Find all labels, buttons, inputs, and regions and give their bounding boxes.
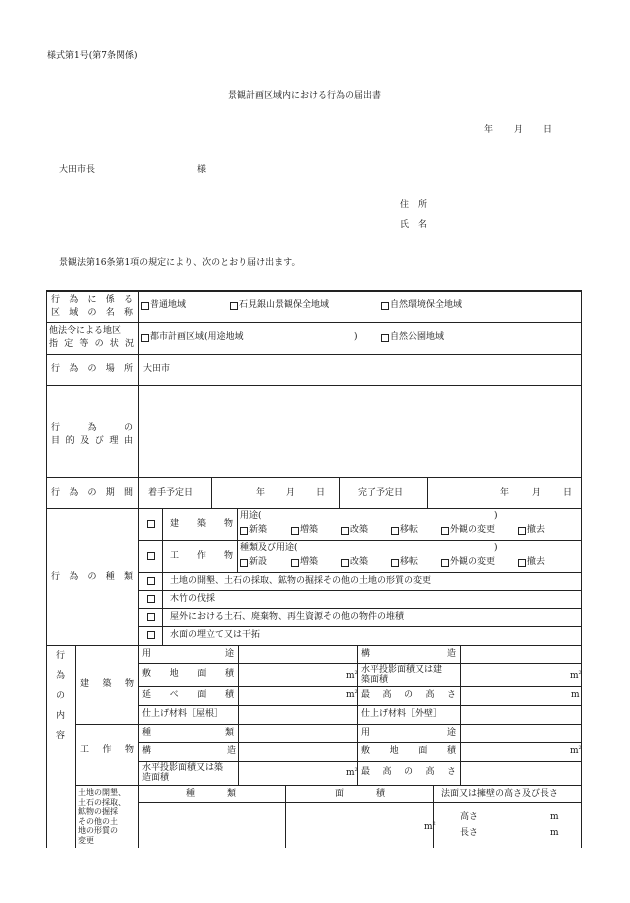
designation-option-2-label: 自然公園地域 bbox=[390, 332, 445, 342]
kind-building-label: 建 築 物 bbox=[170, 519, 233, 529]
structure-opt-5-checkbox[interactable] bbox=[441, 559, 449, 567]
land-height-unit: m bbox=[550, 812, 559, 822]
b-site-area-unit: $m^2$ bbox=[346, 670, 358, 681]
structure-opt-6-label: 撤去 bbox=[527, 557, 546, 567]
period-label: 行 為 の 期 間 bbox=[51, 488, 133, 498]
kind-piling-label: 屋外における土石、廃棄物、再生資源その他の物件の堆積 bbox=[170, 612, 405, 622]
area-name-label-1: 行 為 に 係 る bbox=[51, 295, 133, 305]
kind-reclaim-checkbox[interactable] bbox=[147, 631, 155, 639]
structure-opt-2-label: 増築 bbox=[300, 557, 319, 567]
content-land-label: 土地の開墾、 土石の採取、 鉱物の掘採 その他の土 地の形質の 変更 bbox=[78, 788, 126, 845]
content-label-4: 内 bbox=[56, 711, 66, 721]
b-roof-label: 仕上げ材料［屋根］ bbox=[142, 709, 224, 719]
structure-opt-4-label: 移転 bbox=[400, 557, 419, 567]
kind-label: 行 為 の 種 類 bbox=[51, 572, 133, 582]
structure-usage-close: ) bbox=[494, 543, 498, 553]
end-day: 日 bbox=[563, 488, 573, 498]
area-option-2-label: 石見銀山景観保全地域 bbox=[239, 300, 330, 310]
s-site-area-label: 敷 地 面 積 bbox=[361, 746, 456, 756]
building-usage-close: ) bbox=[494, 511, 498, 521]
b-structure-label: 構 造 bbox=[361, 649, 456, 659]
kind-bamboo-label: 木竹の伐採 bbox=[170, 594, 216, 604]
area-option-3-checkbox[interactable] bbox=[381, 302, 389, 310]
building-opt-1-checkbox[interactable] bbox=[240, 527, 248, 535]
structure-opt-1-label: 新設 bbox=[249, 557, 268, 567]
land-area-unit: $m^2$ bbox=[424, 821, 436, 832]
kind-land-label: 土地の開墾、土石の採取、鉱物の掘採その他の土地の形質の変更 bbox=[170, 576, 432, 586]
content-label-5: 容 bbox=[56, 731, 66, 741]
land-length-label: 長さ bbox=[460, 828, 479, 838]
date-day: 日 bbox=[543, 125, 553, 135]
b-projected-area-label: 水平投影面積又は建 築面積 bbox=[361, 665, 443, 686]
building-opt-3-checkbox[interactable] bbox=[341, 527, 349, 535]
land-height-header: 法面又は擁壁の高さ及び長さ bbox=[441, 789, 559, 799]
designation-option-1-checkbox[interactable] bbox=[141, 334, 149, 342]
purpose-field[interactable] bbox=[139, 386, 581, 476]
place-value[interactable]: 大田市 bbox=[143, 364, 171, 374]
structure-opt-3-label: 改築 bbox=[350, 557, 369, 567]
date-year: 年 bbox=[484, 125, 494, 135]
b-height-unit: m bbox=[571, 690, 580, 700]
statement: 景観法第16条第1項の規定により、次のとおり届け出ます。 bbox=[59, 258, 301, 268]
building-usage-open: 用途( bbox=[240, 511, 262, 521]
s-kind-label: 種 類 bbox=[142, 728, 234, 738]
s-height-label: 最 高 の 高 さ bbox=[361, 767, 456, 777]
end-month: 月 bbox=[532, 488, 542, 498]
b-wall-label: 仕上げ材料［外壁］ bbox=[361, 709, 443, 719]
area-name-label-2: 区 域 の 名 称 bbox=[51, 308, 133, 318]
b-projected-area-unit: $m^2$ bbox=[570, 670, 582, 681]
structure-opt-6-checkbox[interactable] bbox=[518, 559, 526, 567]
s-projected-area-unit: $m^2$ bbox=[346, 767, 358, 778]
kind-piling-checkbox[interactable] bbox=[147, 613, 155, 621]
area-option-2-checkbox[interactable] bbox=[230, 302, 238, 310]
land-height-label: 高さ bbox=[460, 812, 479, 822]
kind-reclaim-label: 水面の埋立て又は干拓 bbox=[170, 630, 261, 640]
building-opt-6-label: 撤去 bbox=[527, 525, 546, 535]
land-length-unit: m bbox=[550, 828, 559, 838]
content-label-2: 為 bbox=[56, 671, 66, 681]
end-year: 年 bbox=[500, 488, 510, 498]
start-year: 年 bbox=[256, 488, 266, 498]
area-option-3-label: 自然環境保全地域 bbox=[390, 300, 463, 310]
purpose-label-2: 目 的 及 び 理 由 bbox=[51, 436, 133, 446]
kind-building-checkbox[interactable] bbox=[147, 520, 155, 528]
designation-option-1-label: 都市計画区域(用途地域 bbox=[150, 332, 244, 342]
s-projected-area-label: 水平投影面積又は築 造面積 bbox=[142, 763, 224, 784]
building-opt-4-label: 移転 bbox=[400, 525, 419, 535]
designation-option-2-checkbox[interactable] bbox=[381, 334, 389, 342]
content-structure-label: 工 作 物 bbox=[80, 745, 134, 755]
kind-bamboo-checkbox[interactable] bbox=[147, 595, 155, 603]
b-floor-area-unit: $m^2$ bbox=[346, 689, 358, 700]
land-area-header: 面 積 bbox=[335, 789, 385, 799]
designation-label-2: 指 定 等 の 状 況 bbox=[49, 339, 134, 349]
designation-close-paren: ) bbox=[354, 332, 358, 342]
building-opt-5-label: 外観の変更 bbox=[450, 525, 496, 535]
start-month: 月 bbox=[286, 488, 296, 498]
b-usage-label: 用 途 bbox=[142, 649, 234, 659]
building-opt-4-checkbox[interactable] bbox=[391, 527, 399, 535]
purpose-label-1: 行 為 の bbox=[51, 423, 133, 433]
content-label-1: 行 bbox=[56, 651, 66, 661]
area-option-1-label: 普通地域 bbox=[150, 300, 187, 310]
end-date-label: 完了予定日 bbox=[358, 488, 404, 498]
kind-structure-checkbox[interactable] bbox=[147, 552, 155, 560]
content-building-label: 建 築 物 bbox=[80, 679, 134, 689]
building-opt-1-label: 新築 bbox=[249, 525, 268, 535]
date-month: 月 bbox=[514, 125, 524, 135]
b-site-area-label: 敷 地 面 積 bbox=[142, 669, 234, 679]
kind-structure-label: 工 作 物 bbox=[170, 551, 233, 561]
applicant-address-label: 住 所 bbox=[400, 200, 428, 210]
form-number: 様式第1号(第7条関係) bbox=[47, 51, 138, 61]
s-usage-label: 用 途 bbox=[361, 728, 456, 738]
kind-land-checkbox[interactable] bbox=[147, 577, 155, 585]
area-option-1-checkbox[interactable] bbox=[141, 302, 149, 310]
addressee: 大田市長 bbox=[59, 165, 96, 175]
structure-opt-2-checkbox[interactable] bbox=[291, 559, 299, 567]
structure-opt-3-checkbox[interactable] bbox=[341, 559, 349, 567]
start-date-label: 着手予定日 bbox=[148, 488, 194, 498]
content-label-3: の bbox=[56, 691, 66, 701]
structure-usage-open: 種類及び用途( bbox=[240, 543, 298, 553]
b-floor-area-label: 延 べ 面 積 bbox=[142, 690, 234, 700]
building-opt-5-checkbox[interactable] bbox=[441, 527, 449, 535]
building-opt-6-checkbox[interactable] bbox=[518, 527, 526, 535]
structure-opt-5-label: 外観の変更 bbox=[450, 557, 496, 567]
building-opt-3-label: 改築 bbox=[350, 525, 369, 535]
structure-opt-1-checkbox[interactable] bbox=[240, 559, 248, 567]
designation-label-1: 他法令による地区 bbox=[49, 326, 122, 336]
structure-opt-4-checkbox[interactable] bbox=[391, 559, 399, 567]
place-label: 行 為 の 場 所 bbox=[51, 364, 133, 374]
building-opt-2-checkbox[interactable] bbox=[291, 527, 299, 535]
land-kind-header: 種 類 bbox=[186, 789, 236, 799]
s-structure-label: 構 造 bbox=[142, 746, 237, 756]
b-height-label: 最 高 の 高 さ bbox=[361, 690, 456, 700]
honorific: 様 bbox=[197, 165, 207, 175]
building-opt-2-label: 増築 bbox=[300, 525, 319, 535]
s-site-area-unit: $m^2$ bbox=[570, 745, 582, 756]
start-day: 日 bbox=[316, 488, 326, 498]
applicant-name-label: 氏 名 bbox=[400, 220, 428, 230]
form-title: 景観計画区域内における行為の届出書 bbox=[228, 91, 382, 101]
